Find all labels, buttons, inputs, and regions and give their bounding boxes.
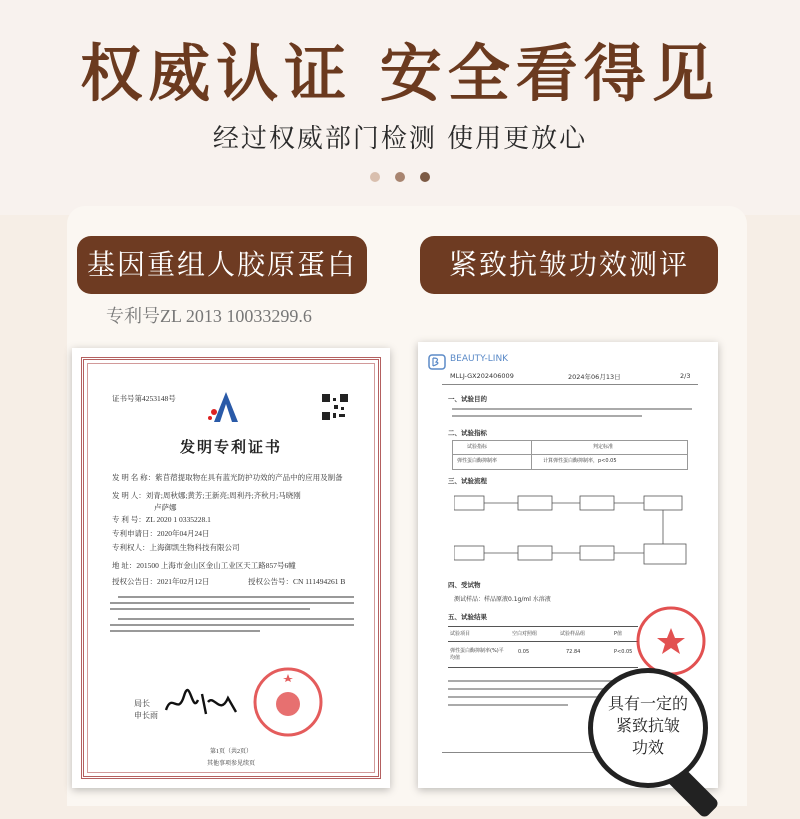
magnifier-line-2: 紧致抗皱 [615, 716, 680, 735]
cert-inventor: 发 明 人：刘青;周秋娜;黄芳;王新亮;周利丹;齐秋月;马晓刚 [112, 491, 301, 500]
report-brand: BEAUTY-LINK [450, 354, 509, 364]
test-flowchart [454, 492, 694, 572]
magnifier-line-1: 具有一定的 [607, 694, 688, 713]
section-purpose: 一、试验目的 [448, 395, 487, 403]
result-head-1: 试验项目 [450, 631, 471, 637]
patent-number: 专利号ZL 2013 10033299.6 [106, 306, 312, 326]
cert-holder: 专利权人：上海御凯生物科技有限公司 [112, 543, 240, 552]
cert-patent-no: 专 利 号：ZL 2020 1 0335228.1 [112, 515, 211, 524]
indicator-table [452, 440, 688, 470]
report-page: 2/3 [680, 372, 691, 380]
magnifier-text [593, 693, 703, 759]
cert-number: 证书号第4253148号 [112, 394, 176, 403]
director-name: 申长雨 [134, 711, 158, 720]
patent-certificate-image [72, 348, 390, 788]
director-signature [162, 686, 242, 722]
indicator-col-1: 试验指标 [467, 444, 488, 450]
indicator-col-2: 判定标准 [593, 444, 614, 450]
substance-text: 测试样品：样品原液0.1g/ml 水溶液 [454, 596, 551, 603]
qr-code-icon [322, 394, 348, 420]
dot-icon [420, 172, 430, 182]
indicator-cell-1: 弹性蛋白酶抑制率 [457, 458, 498, 464]
result-table [448, 626, 638, 668]
purpose-text [452, 406, 692, 422]
report-divider [442, 384, 698, 385]
result-p: P<0.05 [614, 649, 633, 655]
section-flow: 三、试验流程 [448, 477, 487, 485]
cert-address: 地 址：201500 上海市金山区金山工业区天工路857号6幢 [112, 561, 296, 570]
beauty-link-logo-icon [428, 354, 446, 370]
director-label: 局长 [134, 699, 150, 708]
magnifier-icon [588, 668, 708, 788]
official-seal-icon [252, 666, 324, 738]
result-head-3: 试验样品组 [560, 631, 586, 637]
report-number: MLLJ-GX202406009 [450, 372, 514, 380]
certificate-heading: 发明专利证书 [179, 440, 282, 456]
cert-grant-date: 授权公告日：2021年02月12日 [112, 577, 210, 586]
badge-anti-wrinkle: 紧致抗皱功效测评 [420, 236, 718, 294]
certificate-body-text [110, 594, 354, 644]
indicator-cell-2: 计算弹性蛋白酶抑制率，p<0.05 [543, 458, 617, 464]
section-indicators: 二、试验指标 [448, 429, 487, 437]
result-blank: 0.05 [518, 649, 530, 655]
section-substance: 四、受试物 [448, 581, 481, 589]
result-row-label: 弹性蛋白酶抑制率(%)平均值 [450, 648, 504, 661]
report-date: 2024年06月13日 [568, 373, 621, 381]
dot-icon [370, 172, 380, 182]
cert-invention-name: 发 明 名 称：紫苜蓿提取物在具有蓝光防护功效的产品中的应用及制备 [112, 473, 343, 482]
result-sample: 72.84 [566, 649, 581, 655]
decorative-dots [0, 167, 800, 186]
badge-collagen: 基因重组人胶原蛋白 [77, 236, 367, 294]
result-head-4: P值 [614, 631, 623, 637]
testing-seal-icon [634, 604, 708, 678]
patent-office-emblem-icon [204, 390, 248, 426]
result-head-2: 空白对照组 [512, 631, 538, 637]
cert-inventor-cont: 卢萨娜 [154, 503, 177, 512]
cert-filing-date: 专利申请日：2020年04月24日 [112, 529, 210, 538]
magnifier-line-3: 功效 [631, 738, 664, 757]
page-subtitle: 经过权威部门检测 使用更放心 [212, 124, 588, 154]
cert-footer-note: 其他事项参见续页 [206, 761, 255, 767]
cert-page-footer: 第1页（共2页） [209, 749, 252, 755]
section-result: 五、试验结果 [448, 613, 487, 621]
page-title: 权威认证 安全看得见 [80, 37, 720, 110]
dot-icon [395, 172, 405, 182]
cert-grant-no: 授权公告号：CN 111494261 B [248, 577, 346, 586]
